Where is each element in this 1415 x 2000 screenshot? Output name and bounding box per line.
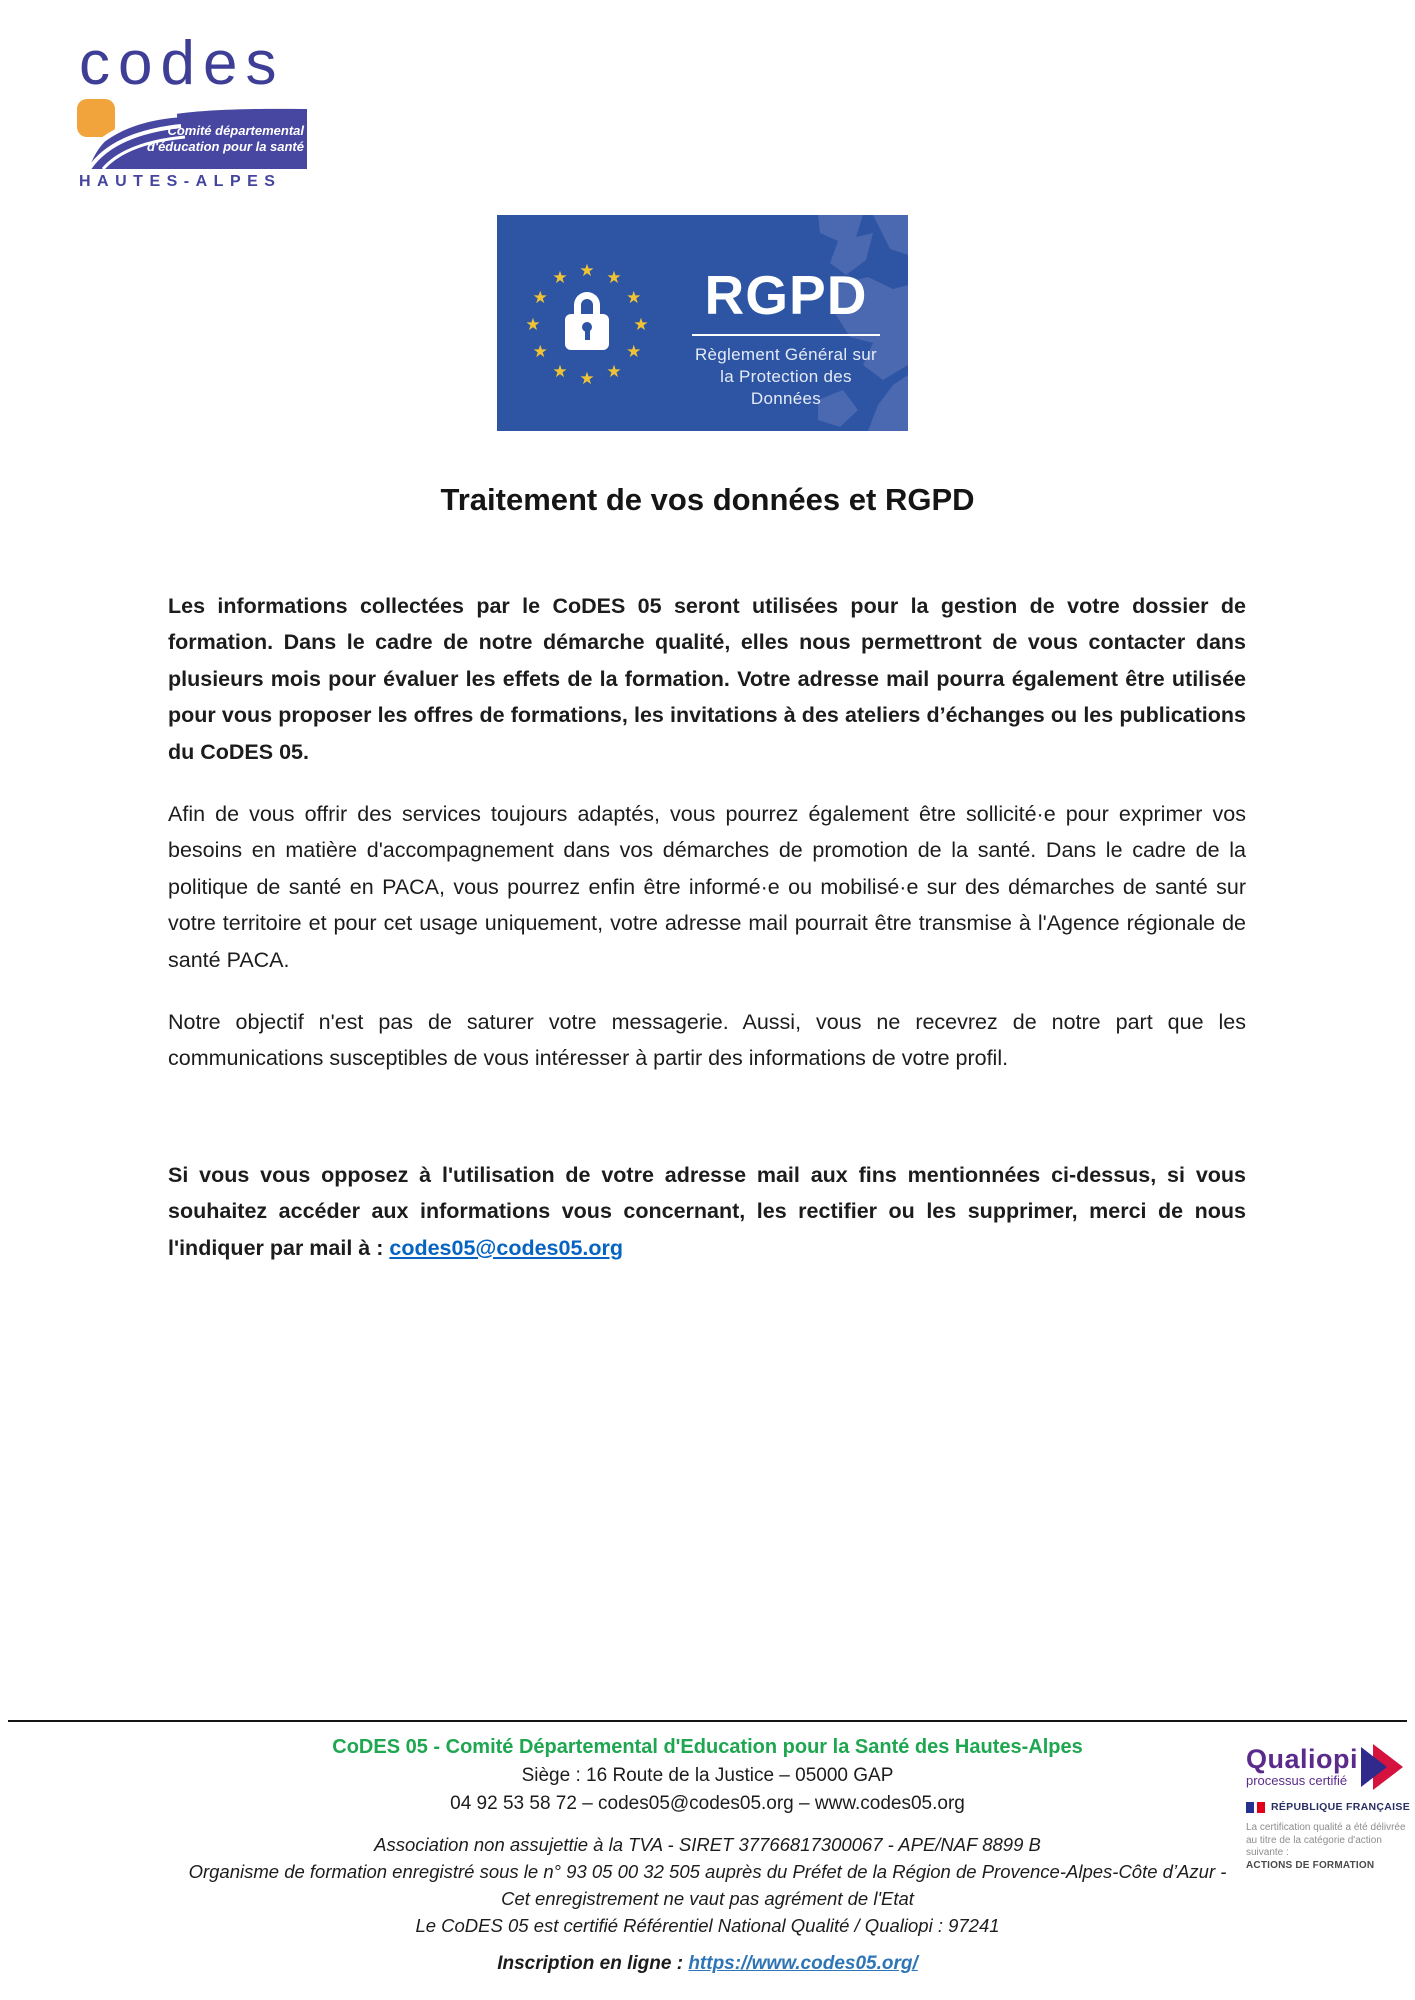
eu-star-icon: ★ xyxy=(532,342,548,361)
rgpd-text-column xyxy=(690,264,882,410)
paragraph-collect-info: Les informations collectées par le CoDES 05 seront utilisées pour la gestion de votre dossier de formation. Dans le cadre de notre démarche qualité, elles nous permettront de vous contacter dans plusieurs mois pour évaluer les effets de la formation. Votre adresse mail pourra également être utilisée pour vous proposer les offres de formations, les invitations à des ateliers d’échanges ou les publications du CoDES 05. xyxy=(168,594,1246,764)
rgpd-acronym: RGPD xyxy=(704,264,868,326)
paragraph-opposition xyxy=(168,1157,1246,1266)
french-flag-icon xyxy=(1246,1802,1265,1813)
inscription-link[interactable]: https://www.codes05.org/ xyxy=(688,1953,918,1974)
body-text xyxy=(168,588,1246,1266)
qualiopi-arrows-icon xyxy=(1361,1744,1403,1790)
qualiopi-logo xyxy=(1246,1744,1411,1792)
footer-org-name: CoDES 05 - Comité Départemental d'Education pour la Santé des Hautes-Alpes xyxy=(332,1736,1083,1758)
republique-label: RÉPUBLIQUE FRANÇAISE xyxy=(1271,1801,1411,1813)
rgpd-subtitle-line1: Règlement Général sur xyxy=(694,345,878,364)
eu-star-icon: ★ xyxy=(532,288,548,307)
certification-category: ACTIONS DE FORMATION xyxy=(1246,1859,1375,1871)
footer-inscription xyxy=(0,1953,1415,1975)
eu-star-icon: ★ xyxy=(579,369,595,388)
flag-red-square xyxy=(1257,1802,1265,1813)
codes-tagline-line2: d'éducation pour la santé xyxy=(147,139,304,154)
footer-legal-tva: Association non assujettie à la TVA - SIRET 37766817300067 - APE/NAF 8899 B xyxy=(374,1834,1041,1855)
codes-logo xyxy=(75,29,309,191)
lock-body xyxy=(565,314,609,350)
eu-star-icon: ★ xyxy=(579,261,595,280)
eu-star-icon: ★ xyxy=(626,342,642,361)
eu-star-icon: ★ xyxy=(606,268,622,288)
footer xyxy=(0,1733,1415,1975)
codes-wordmark: codes xyxy=(79,29,285,98)
codes-tagline xyxy=(147,123,304,155)
eu-star-icon: ★ xyxy=(552,361,568,381)
eu-star-icon: ★ xyxy=(606,361,622,381)
eu-star-icon: ★ xyxy=(525,315,541,334)
codes-tagline-line1: Comité départemental xyxy=(167,123,304,138)
rgpd-banner xyxy=(497,215,908,431)
footer-divider xyxy=(8,1720,1407,1722)
footer-legal-qualiopi: Le CoDES 05 est certifié Référentiel National Qualité / Qualiopi : 97241 xyxy=(415,1915,1000,1936)
paragraph-objective: Notre objectif n'est pas de saturer votre messagerie. Aussi, vous ne recevrez de notre part que les communications susceptibles de vous intéresser à partir des informations de votre profil. xyxy=(168,1010,1246,1071)
contact-email-link[interactable]: codes05@codes05.org xyxy=(389,1235,624,1260)
lock-shackle xyxy=(574,292,600,316)
eu-star-icon: ★ xyxy=(633,315,649,334)
codes-department-label: HAUTES-ALPES xyxy=(79,173,282,190)
eu-star-icon: ★ xyxy=(626,288,642,307)
certification-note xyxy=(1246,1822,1411,1872)
lock-keyhole-slot xyxy=(585,328,590,340)
lock-icon xyxy=(565,292,609,354)
flag-blue-square xyxy=(1246,1802,1254,1813)
footer-legal-registration: Organisme de formation enregistré sous le n° 93 05 00 32 505 auprès du Préfet de la Région de Provence-Alpes-Côte d’Azur - xyxy=(188,1861,1227,1882)
rgpd-subtitle xyxy=(690,344,882,410)
footer-legal-agrement: Cet enregistrement ne vaut pas agrément de l'Etat xyxy=(501,1888,914,1909)
certification-line1: La certification qualité a été délivrée xyxy=(1246,1822,1406,1833)
opposition-text: Si vous vous opposez à l'utilisation de votre adresse mail aux fins mentionnées ci-dessus, si vous souhaitez accéder aux informations vous concernant, les rectifier ou les supprimer, merci de nous l'indiquer par mail à : xyxy=(168,1162,1246,1260)
republique-francaise-row xyxy=(1246,1801,1411,1813)
qualiopi-process-label: processus certifié xyxy=(1246,1773,1348,1788)
rgpd-subtitle-line2: la Protection des Données xyxy=(720,367,852,408)
rgpd-divider xyxy=(692,334,880,336)
page-title: Traitement de vos données et RGPD xyxy=(440,482,975,517)
inscription-label: Inscription en ligne : xyxy=(497,1953,689,1974)
footer-address: Siège : 16 Route de la Justice – 05000 GAP xyxy=(521,1765,894,1786)
codes-logo-swoosh xyxy=(75,99,309,169)
qualiopi-brand: Qualiopi xyxy=(1246,1744,1358,1774)
eu-stars-ring xyxy=(525,261,649,388)
certification-line2: au titre de la catégorie d'action suivante : xyxy=(1246,1834,1382,1858)
qualiopi-block xyxy=(1246,1744,1411,1872)
paragraph-services: Afin de vous offrir des services toujours adaptés, vous pourrez également être sollicité·e pour exprimer vos besoins en matière d'accompagnement dans vos démarches de promotion de la santé. Dans le cadre de la politique de santé en PACA, vous pourrez enfin être informé·e ou mobilisé·e sur des démarches de santé sur votre territoire et pour cet usage uniquement, votre adresse mail pourrait être transmise à l'Agence régionale de santé PACA. xyxy=(168,802,1246,972)
eu-star-icon: ★ xyxy=(552,268,568,288)
footer-contact: 04 92 53 58 72 – codes05@codes05.org – www.codes05.org xyxy=(450,1793,965,1814)
